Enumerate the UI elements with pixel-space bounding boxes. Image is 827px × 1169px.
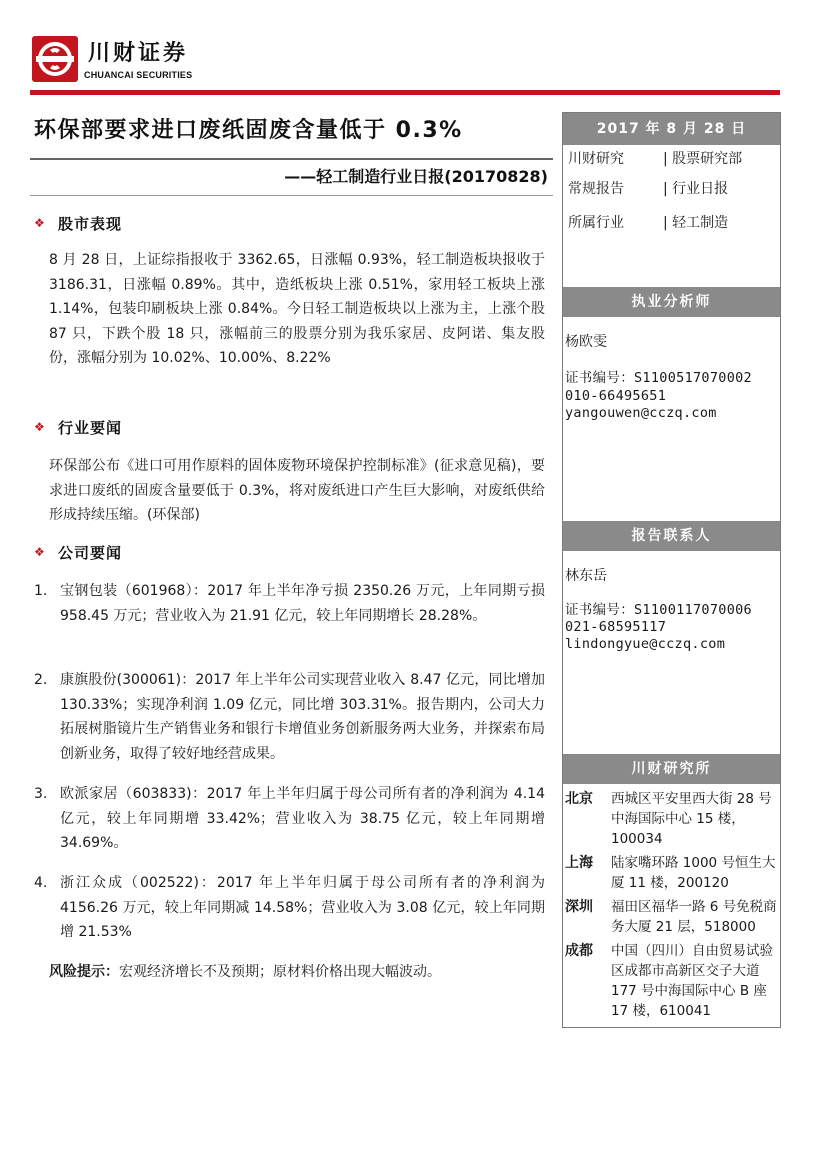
company-news-item xyxy=(34,579,545,628)
chuancai-logo-icon xyxy=(32,36,78,82)
office-beijing xyxy=(565,789,779,849)
office-city: 深圳 xyxy=(565,899,593,915)
meta-key: 所属行业 xyxy=(568,215,624,231)
diamond-bullet-icon: ❖ xyxy=(34,420,45,434)
section-heading-label: 股市表现 xyxy=(58,214,123,233)
office-city: 上海 xyxy=(565,855,593,871)
contact-email: lindongyue@cczq.com xyxy=(565,636,726,652)
risk-warning xyxy=(49,960,545,984)
contact-cert: 证书编号：S1100117070006 xyxy=(565,602,752,618)
office-city: 成都 xyxy=(565,943,593,959)
analyst-email: yangouwen@cczq.com xyxy=(565,405,717,421)
analyst-phone: 010-66495651 xyxy=(565,388,667,404)
office-city: 北京 xyxy=(565,791,593,807)
office-shenzhen xyxy=(565,897,779,937)
office-address: 陆家嘴环路 1000 号恒生大厦 11 楼，200120 xyxy=(611,855,776,891)
item-text: 欧派家居（603833)：2017 年上半年归属于母公司所有者的净利润为 4.14 亿元，较上年同期增 33.42%；营业收入为 38.75 亿元，较上年同期增 34.69%。 xyxy=(60,786,545,851)
report-date: 2017 年 8 月 28 日 xyxy=(563,113,780,145)
office-shanghai xyxy=(565,853,779,893)
meta-row xyxy=(568,213,728,233)
section-heading-market xyxy=(34,212,122,234)
contact-phone: 021-68595117 xyxy=(565,619,667,635)
report-subtitle: ——轻工制造行业日报(20170828) xyxy=(284,167,548,186)
subtitle-divider xyxy=(30,195,553,196)
contact-heading: 报告联系人 xyxy=(563,521,780,551)
office-address: 中国（四川）自由贸易试验区成都市高新区交子大道 177 号中海国际中心 B 座 17 楼，610041 xyxy=(611,943,773,1019)
meta-value: | 轻工制造 xyxy=(663,213,728,233)
risk-text: 宏观经济增长不及预期；原材料价格出现大幅波动。 xyxy=(119,964,441,980)
industry-news: 环保部公布《进口可用作原料的固体废物环境保护控制标准》(征求意见稿)，要求进口废纸的固废含量要低于 0.3%，将对废纸进口产生巨大影响，对废纸供给形成持续压缩。(环保部) xyxy=(49,458,545,523)
company-news-item xyxy=(34,871,545,945)
item-number: 4. xyxy=(34,875,48,891)
info-sidebar xyxy=(562,112,781,1028)
office-address: 福田区福华一路 6 号免税商务大厦 21 层，518000 xyxy=(611,899,777,935)
diamond-bullet-icon: ❖ xyxy=(34,545,45,559)
item-text: 浙江众成（002522)：2017 年上半年归属于母公司所有者的净利润为 4156.26 万元，较上年同期减 14.58%；营业收入为 3.08 亿元，较上年同期增 21.53% xyxy=(60,875,545,940)
brand-name-cn: 川财证券 xyxy=(88,41,189,66)
title-divider xyxy=(30,158,553,160)
analyst-cert: 证书编号：S1100517070002 xyxy=(565,370,752,386)
brand-name-en: CHUANCAI SECURITIES xyxy=(84,70,193,80)
item-text: 宝钢包装（601968）：2017 年上半年净亏损 2350.26 万元，上年同期亏损 958.45 万元；营业收入为 21.91 亿元，较上年同期增长 28.28%。 xyxy=(60,583,545,624)
office-address: 西城区平安里西大街 28 号中海国际中心 15 楼，100034 xyxy=(611,791,772,847)
company-news-item xyxy=(34,782,545,856)
header-rule xyxy=(30,90,780,95)
meta-value: | 行业日报 xyxy=(663,179,728,199)
section-heading-company xyxy=(34,541,122,563)
section-heading-label: 行业要闻 xyxy=(58,418,123,437)
office-chengdu xyxy=(565,941,779,1021)
item-text: 康旗股份(300061)：2017 年上半年公司实现营业收入 8.47 亿元，同比增加 130.33%；实现净利润 1.09 亿元，同比增 303.31%。报告期内，公司大力拓展树脂镜片生产销售业务和银行卡增值业务创新服务两大业务，并探索布局创新业务，取得了较好地经营成果。 xyxy=(60,672,545,762)
risk-label: 风险提示： xyxy=(49,964,119,980)
company-news-item xyxy=(34,668,545,766)
analyst-name: 杨欧雯 xyxy=(565,334,607,350)
meta-value: | 股票研究部 xyxy=(663,149,742,169)
item-number: 2. xyxy=(34,672,48,688)
section-heading-industry xyxy=(34,416,122,438)
item-number: 3. xyxy=(34,786,48,802)
section-heading-label: 公司要闻 xyxy=(58,543,123,562)
market-summary: 8 月 28 日，上证综指报收于 3362.65，日涨幅 0.93%，轻工制造板块报收于 3186.31，日涨幅 0.89%。其中，造纸板块上涨 0.51%，家用轻工板块上涨 1.14%，包装印刷板块上涨 0.84%。今日轻工制造板块以上涨为主，上涨个股 87 只，下跌个股 18 只，涨幅前三的股票分别为我乐家居、皮阿诺、集友股份，涨幅分别为 10.02%、10.00%、8.22% xyxy=(49,252,545,366)
diamond-bullet-icon: ❖ xyxy=(34,216,45,230)
institute-heading: 川财研究所 xyxy=(563,754,780,784)
contact-name: 林东岳 xyxy=(565,568,607,584)
meta-key: 常规报告 xyxy=(568,181,624,197)
analyst-heading: 执业分析师 xyxy=(563,287,780,317)
meta-key: 川财研究 xyxy=(568,151,624,167)
meta-row xyxy=(568,179,728,199)
meta-row xyxy=(568,149,742,169)
report-title: 环保部要求进口废纸固废含量低于 0.3% xyxy=(34,118,463,143)
item-number: 1. xyxy=(34,583,48,599)
